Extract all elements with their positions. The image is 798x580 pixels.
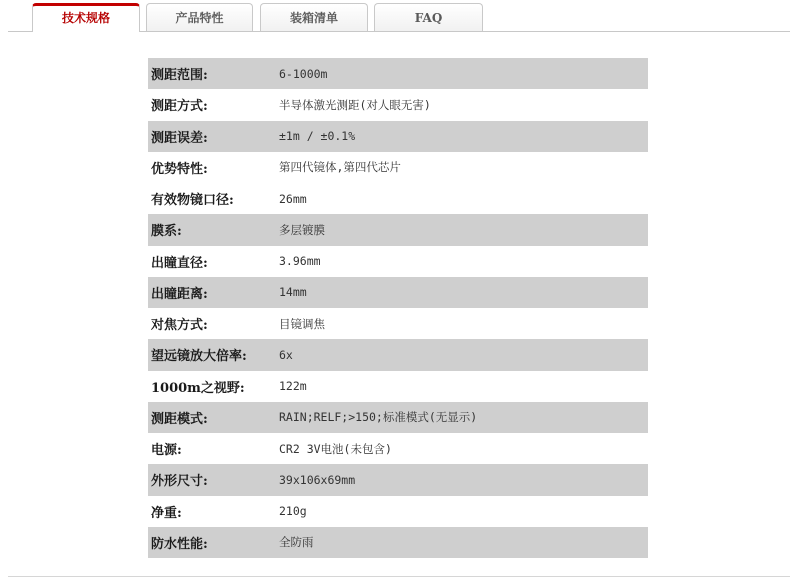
spec-label: 净重:: [151, 505, 182, 521]
spec-label: 测距误差:: [151, 130, 208, 146]
spec-label: 测距模式:: [151, 411, 208, 427]
spec-label: 1000m之视野:: [151, 380, 245, 396]
spec-value: 26mm: [279, 191, 307, 206]
tab-product-features[interactable]: 产品特性: [146, 3, 253, 31]
spec-row: [148, 246, 648, 277]
spec-value: 6-1000m: [279, 66, 328, 81]
spec-label: 膜系:: [151, 224, 182, 240]
spec-row: [148, 58, 648, 89]
spec-row: [148, 339, 648, 370]
spec-label: 防水性能:: [151, 536, 208, 552]
spec-value: 14mm: [279, 285, 307, 300]
spec-value: 39x106x69mm: [279, 472, 356, 487]
spec-value: 多层镀膜: [279, 222, 325, 237]
spec-row: [148, 214, 648, 245]
spec-value: 3.96mm: [279, 254, 321, 269]
spec-row: [148, 496, 648, 527]
spec-label: 出瞳距离:: [151, 286, 208, 302]
tab-bar: [0, 0, 798, 34]
spec-row: [148, 152, 648, 183]
spec-label: 出瞳直径:: [151, 255, 208, 271]
spec-label: 测距范围:: [151, 68, 208, 84]
spec-label: 对焦方式:: [151, 318, 208, 334]
spec-value: 半导体激光测距(对人眼无害): [279, 97, 431, 112]
spec-label: 有效物镜口径:: [151, 193, 234, 209]
spec-label: 望远镜放大倍率:: [151, 349, 247, 365]
spec-value: 目镜调焦: [279, 316, 325, 331]
spec-row: [148, 308, 648, 339]
spec-row: [148, 464, 648, 495]
spec-row: [148, 183, 648, 214]
spec-label: 电源:: [151, 443, 182, 459]
spec-value: 全防雨: [279, 535, 314, 550]
spec-value: CR2 3V电池(未包含): [279, 441, 392, 456]
spec-table: [148, 58, 648, 558]
spec-label: 优势特性:: [151, 161, 208, 177]
spec-row: [148, 402, 648, 433]
spec-label: 外形尺寸:: [151, 474, 208, 490]
tab-tech-specs[interactable]: 技术规格: [32, 3, 140, 32]
spec-row: [148, 277, 648, 308]
spec-value: 210g: [279, 504, 307, 519]
spec-row: [148, 89, 648, 120]
spec-value: ±1m / ±0.1%: [279, 129, 356, 144]
bottom-divider: [8, 576, 790, 577]
spec-row: [148, 433, 648, 464]
spec-value: 6x: [279, 347, 293, 362]
spec-row: [148, 527, 648, 558]
spec-row: [148, 371, 648, 402]
spec-value: RAIN;RELF;>150;标准模式(无显示): [279, 410, 478, 425]
spec-value: 122m: [279, 379, 307, 394]
spec-label: 测距方式:: [151, 99, 208, 115]
spec-row: [148, 121, 648, 152]
tab-packing-list[interactable]: 装箱清单: [260, 3, 368, 31]
spec-value: 第四代镜体,第四代芯片: [279, 160, 401, 175]
tab-faq[interactable]: FAQ: [374, 3, 483, 31]
